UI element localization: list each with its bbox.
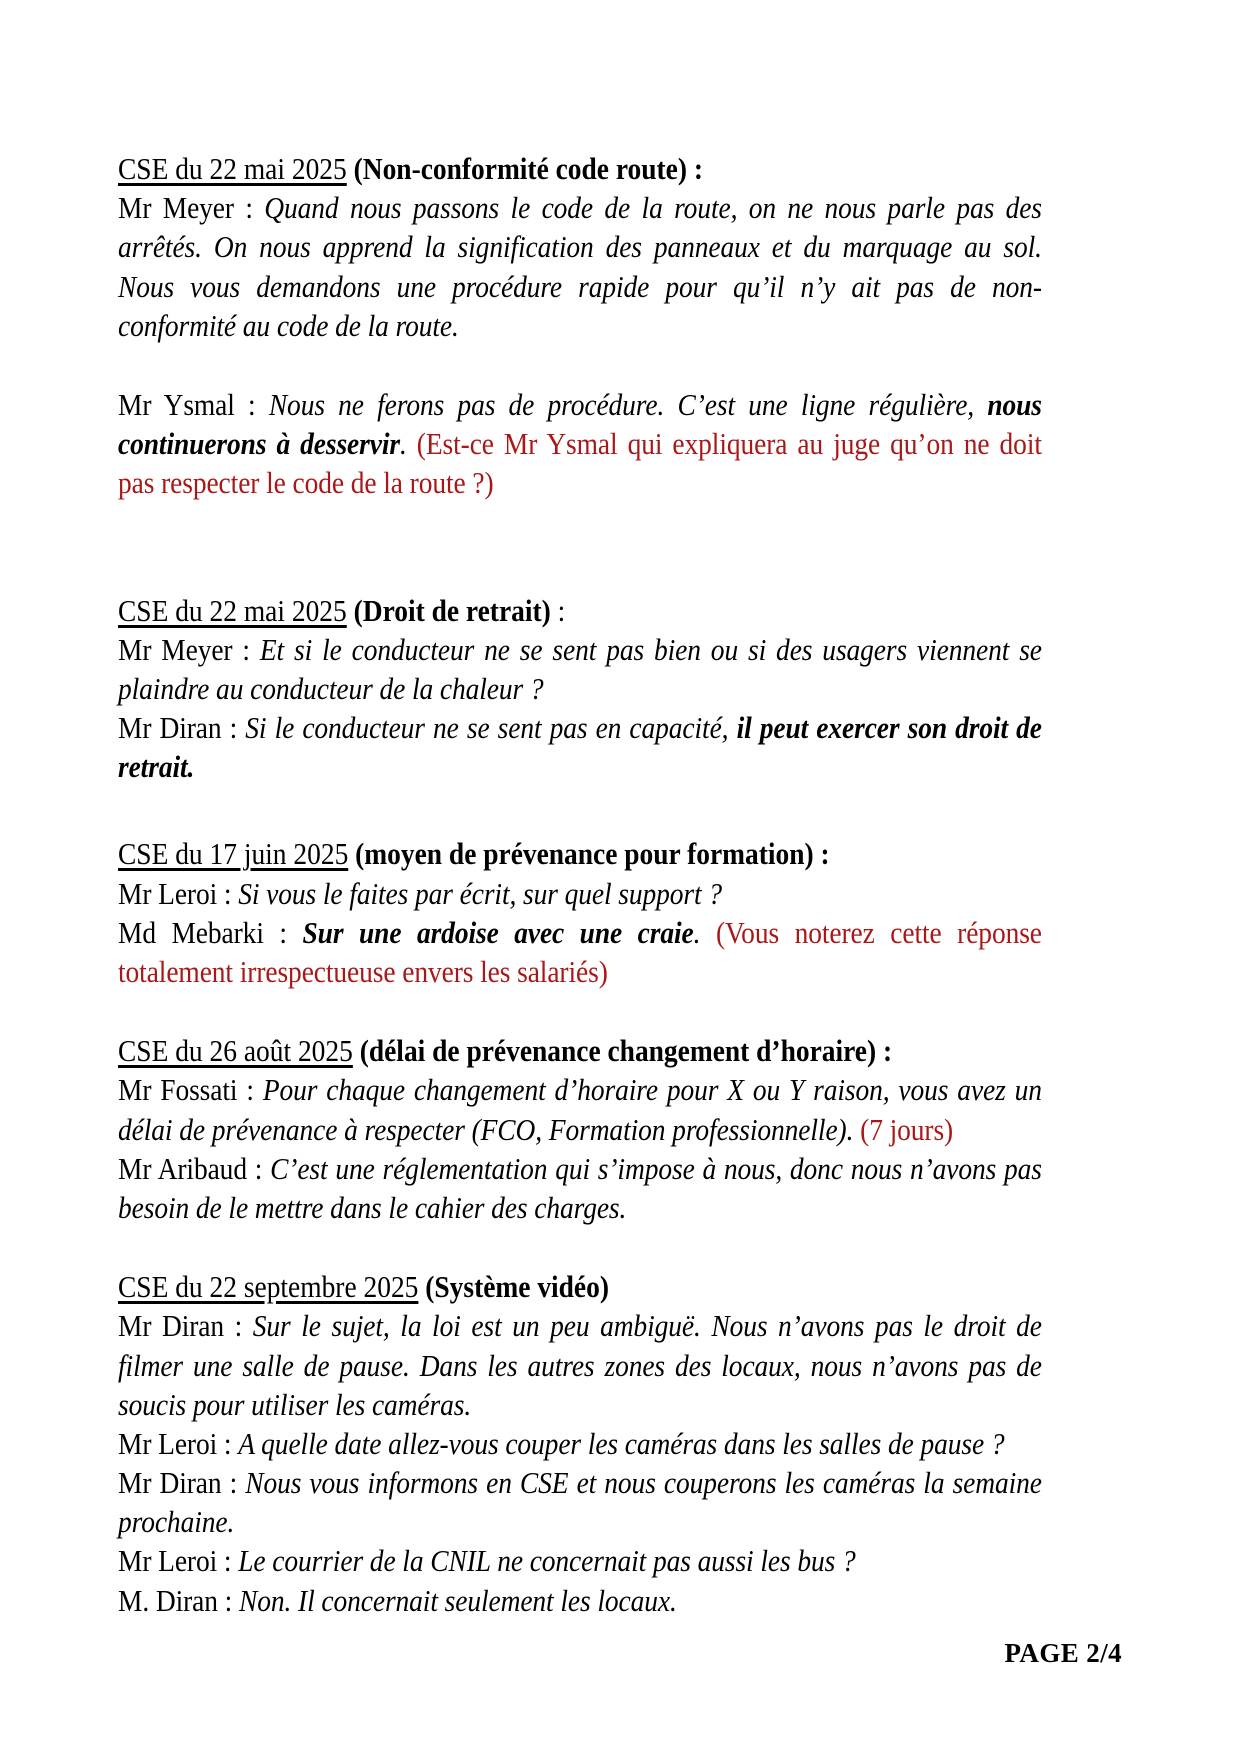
speaker-name: Mr Ysmal :: [118, 387, 269, 422]
section-spacer: [118, 992, 1042, 1032]
section-heading-date: CSE du 22 mai 2025: [118, 152, 347, 186]
editorial-note: (7 jours): [860, 1112, 954, 1147]
dialogue-paragraph: [118, 709, 1042, 787]
speaker-quote: A quelle date allez-vous couper les caméras dans les salles de pause ?: [238, 1426, 1005, 1461]
dialogue-paragraph: [118, 875, 1042, 914]
dialogue-paragraph: [118, 1425, 1042, 1464]
speaker-name: Mr Meyer :: [118, 191, 265, 226]
speaker-name: Mr Meyer :: [118, 632, 260, 667]
section-systeme-video: [118, 1268, 1042, 1621]
dialogue-paragraph: [118, 1071, 1042, 1149]
section-heading-topic: (moyen de prévenance pour formation) :: [355, 837, 830, 872]
section-heading: [118, 150, 1042, 189]
editorial-note: (Est-ce Mr Ysmal qui expliquera au juge qu’on ne doit pas respecter le code de la route ?): [118, 427, 1042, 501]
dialogue-paragraph: [118, 189, 1042, 346]
section-heading-topic: (Non-conformité code route) :: [353, 152, 703, 186]
section-moyen-prevenance-formation: [118, 835, 1042, 992]
speaker-quote: Et si le conducteur ne se sent pas bien ou si des usagers viennent se plaindre au conducteur de la chaleur ?: [118, 632, 1042, 706]
speaker-quote: Pour chaque changement d’horaire pour X ou Y raison, vous avez un délai de prévenance à respecter (FCO, Formation professionnelle).: [118, 1073, 1042, 1147]
section-heading: [118, 1032, 1042, 1071]
section-heading: [118, 835, 1042, 874]
section-spacer: [118, 787, 1042, 835]
section-heading-date: CSE du 17 juin 2025: [118, 837, 349, 872]
speaker-quote: Nous ne ferons pas de procédure. C’est une ligne régulière,: [268, 387, 988, 422]
section-heading-topic-tail: :: [550, 593, 566, 628]
speaker-quote: Non. Il concernait seulement les locaux.: [238, 1583, 677, 1618]
speaker-name: Mr Diran :: [118, 1309, 253, 1344]
speaker-quote: Si vous le faites par écrit, sur quel support ?: [238, 876, 722, 911]
speaker-quote-emphasis: il peut exercer son droit de retrait.: [118, 711, 1042, 785]
page-number-footer: PAGE 2/4: [1004, 1638, 1122, 1668]
dialogue-paragraph: [118, 1307, 1042, 1425]
section-heading-topic: (Droit de retrait): [353, 593, 551, 628]
document-body: [118, 150, 1042, 1621]
paragraph-spacer: [118, 346, 1042, 386]
section-heading-date: CSE du 22 septembre 2025: [118, 1270, 419, 1305]
speaker-quote: Quand nous passons le code de la route, on ne nous parle pas des arrêtés. On nous apprend la signification des panneaux et du marquage au sol. Nous vous demandons une procédure rapide pour qu’il n’y ait pas de non-conformité au code de la route.: [118, 191, 1042, 343]
section-delai-prevenance-horaire: [118, 1032, 1042, 1228]
speaker-quote: Le courrier de la CNIL ne concernait pas aussi les bus ?: [238, 1544, 856, 1579]
speaker-quote-emphasis: Sur une ardoise avec une craie: [302, 915, 694, 950]
speaker-name: Mr Aribaud :: [118, 1151, 271, 1186]
dialogue-paragraph: [118, 1464, 1042, 1542]
section-spacer: [118, 504, 1042, 552]
section-spacer: [118, 1228, 1042, 1268]
dialogue-paragraph: [118, 1542, 1042, 1581]
speaker-name: Mr Diran :: [118, 1466, 246, 1501]
speaker-quote-tail: .: [693, 915, 716, 950]
section-spacer: [118, 552, 1042, 592]
dialogue-paragraph: [118, 386, 1042, 504]
speaker-name: Mr Diran :: [118, 711, 246, 746]
speaker-quote: Nous vous informons en CSE et nous couperons les caméras la semaine prochaine.: [118, 1466, 1042, 1540]
dialogue-paragraph: [118, 1150, 1042, 1228]
section-heading-date: CSE du 22 mai 2025: [118, 593, 347, 628]
speaker-name: Md Mebarki :: [118, 915, 303, 950]
speaker-name: Mr Leroi :: [118, 876, 239, 911]
speaker-name: Mr Leroi :: [118, 1544, 239, 1579]
section-droit-de-retrait: [118, 592, 1042, 788]
section-heading-date: CSE du 26 août 2025: [118, 1034, 353, 1069]
section-heading: [118, 1268, 1042, 1307]
speaker-name: Mr Leroi :: [118, 1426, 239, 1461]
dialogue-paragraph: [118, 1582, 1042, 1621]
speaker-quote: Si le conducteur ne se sent pas en capacité,: [245, 711, 737, 746]
section-heading-topic: (Système vidéo): [425, 1270, 609, 1305]
speaker-quote-tail: .: [399, 427, 417, 462]
speaker-quote: Sur le sujet, la loi est un peu ambiguë. Nous n’avons pas le droit de filmer une salle de pause. Dans les autres zones des locaux, nous n’avons pas de soucis pour utiliser les caméras.: [118, 1309, 1042, 1422]
speaker-name: Mr Fossati :: [118, 1073, 263, 1108]
section-heading: [118, 592, 1042, 631]
speaker-quote-emphasis: nous continuerons à desservir: [118, 387, 1042, 462]
speaker-name: M. Diran :: [118, 1583, 239, 1618]
editorial-note: (Vous noterez cette réponse totalement irrespectueuse envers les salariés): [118, 915, 1042, 989]
dialogue-paragraph: [118, 914, 1042, 992]
dialogue-paragraph: [118, 631, 1042, 709]
speaker-quote: C’est une réglementation qui s’impose à nous, donc nous n’avons pas besoin de le mettre dans le cahier des charges.: [118, 1151, 1042, 1225]
section-non-conformite-code-route: [118, 150, 1042, 504]
section-heading-topic: (délai de prévenance changement d’horaire) :: [359, 1034, 893, 1069]
